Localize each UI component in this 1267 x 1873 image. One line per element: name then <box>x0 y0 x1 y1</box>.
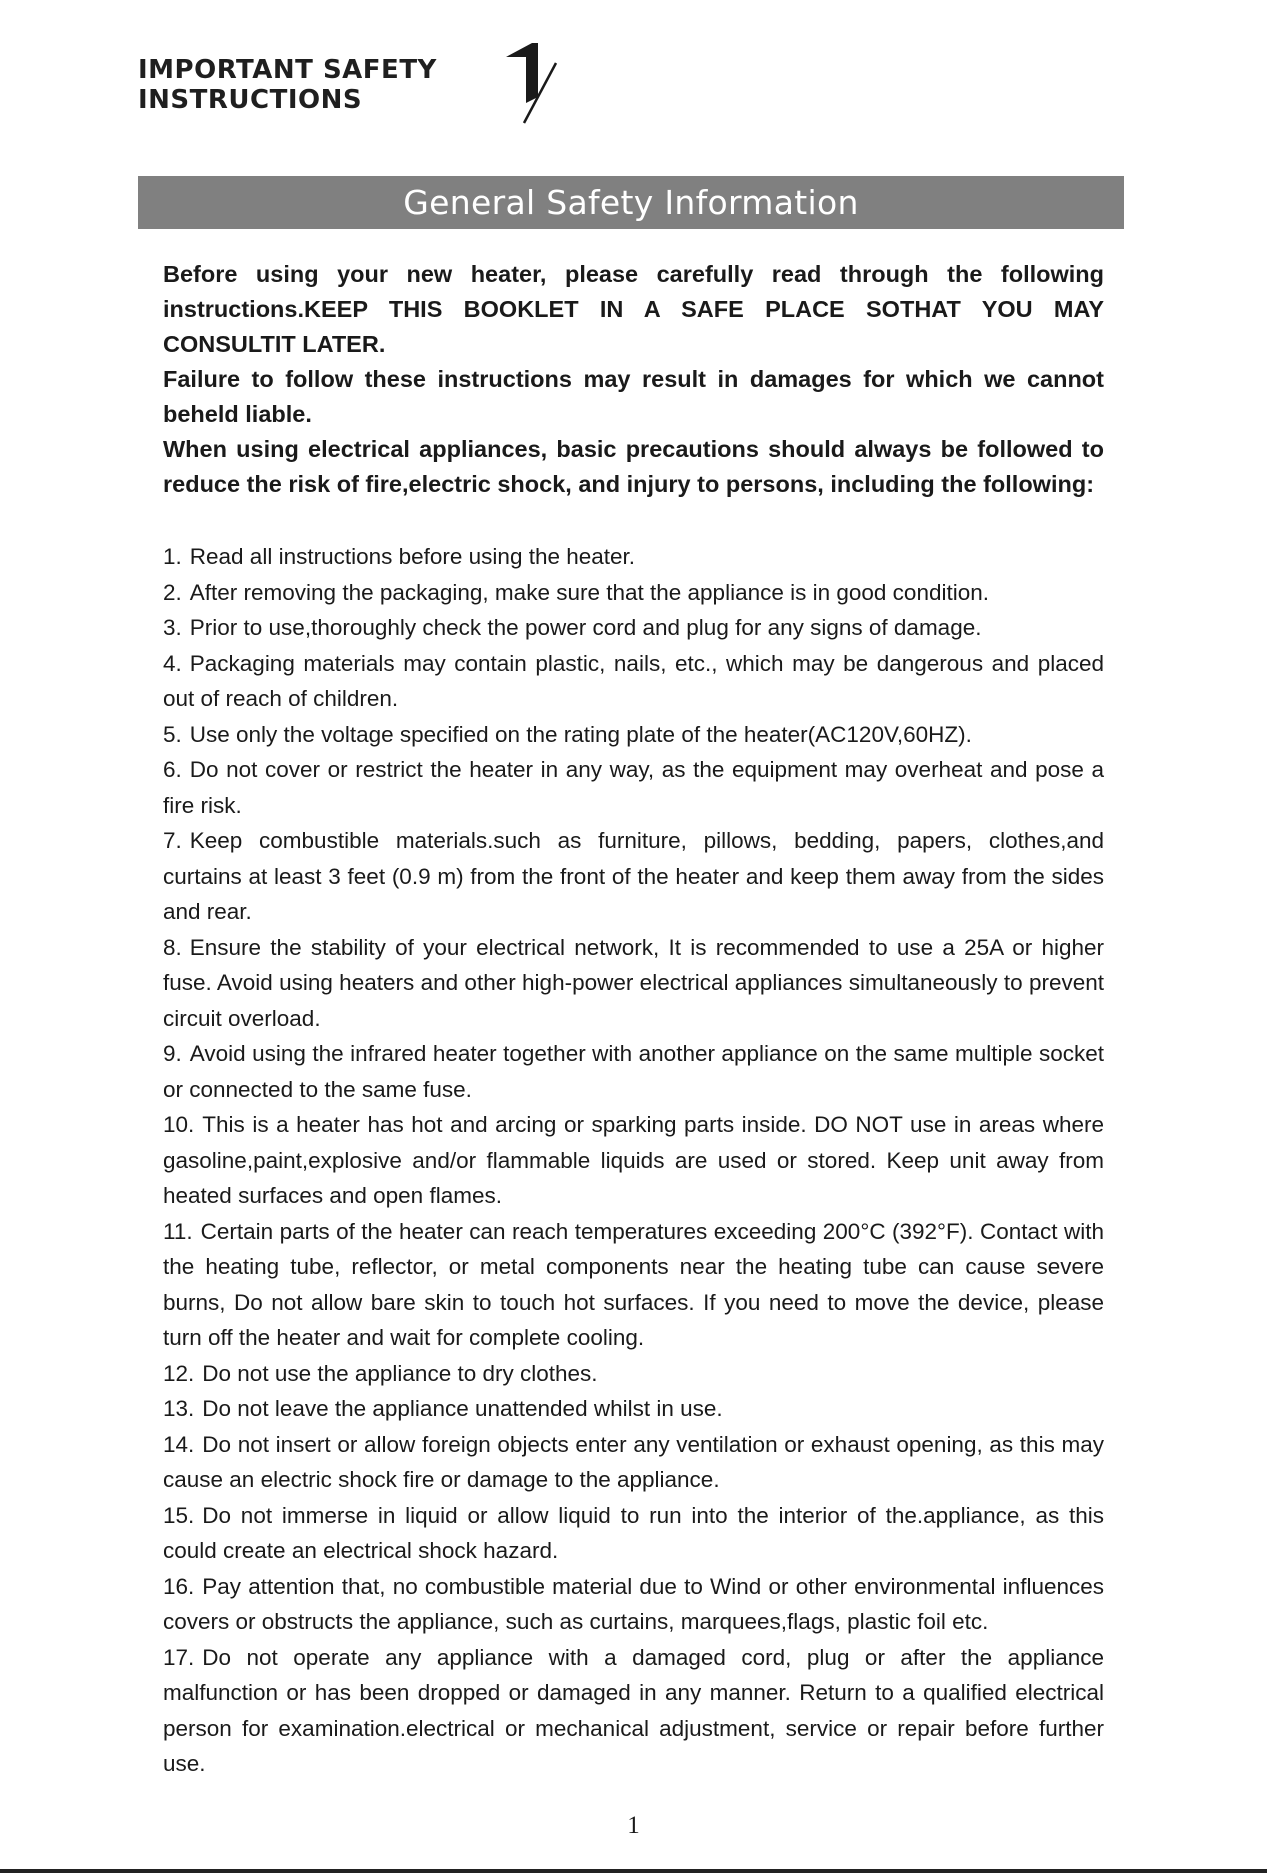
rule-text: Do not operate any appliance with a damaged cord, plug or after the appliance malfunction or has been dropped or damaged in any manner. Return to a qualified electrical person for examination.electrical or mechanical adjustment, service or repair before further use. <box>163 1644 1104 1776</box>
rule-number: 7. <box>163 828 182 853</box>
safety-rule <box>163 717 1104 753</box>
safety-rule <box>163 823 1104 930</box>
rule-number: 8. <box>163 934 182 960</box>
section-banner <box>138 176 1124 229</box>
rule-number: 16. <box>163 1573 195 1599</box>
safety-rule <box>163 1569 1104 1640</box>
rule-number: 9. <box>163 1041 182 1066</box>
chapter-number-graphic <box>502 41 560 125</box>
intro-paragraph: Before using your new heater, please carefully read through the following instructions.KEEP THIS BOOKLET IN A SAFE PLACE SOTHAT YOU MAY CONSULTIT LATER. <box>163 261 1104 357</box>
rule-text: Read all instructions before using the heater. <box>189 544 636 569</box>
rule-text: Avoid using the infrared heater together with another appliance on the same multiple socket or connected to the same fuse. <box>163 1041 1104 1102</box>
rule-number: 4. <box>163 650 182 676</box>
rule-number: 2. <box>163 579 182 605</box>
rule-number: 11. <box>163 1218 193 1244</box>
rule-number: 1. <box>163 544 182 569</box>
safety-rule <box>163 646 1104 717</box>
rule-text: Do not immerse in liquid or allow liquid to run into the interior of the.appliance, as this could create an electrical shock hazard. <box>163 1502 1104 1563</box>
rule-text: This is a heater has hot and arcing or sparking parts inside. DO NOT use in areas where gasoline,paint,explosive and/or flammable liquids are used or stored. Keep unit away from heated surfaces and open flames. <box>163 1112 1104 1208</box>
safety-rule <box>163 1498 1104 1569</box>
rule-text: Prior to use,thoroughly check the power cord and plug for any signs of damage. <box>189 615 982 640</box>
safety-rule <box>163 1356 1104 1392</box>
intro-paragraph: When using electrical appliances, basic precautions should always be followed to reduce the risk of fire,electric shock, and injury to persons, including the following: <box>163 436 1104 497</box>
header-title-line-2: INSTRUCTIONS <box>138 85 363 115</box>
page-number: 1 <box>627 1812 640 1839</box>
safety-rule <box>163 752 1104 823</box>
rule-number: 14. <box>163 1431 195 1457</box>
rule-text: Do not use the appliance to dry clothes. <box>202 1360 598 1386</box>
rule-number: 12. <box>163 1360 195 1386</box>
rule-text: Do not leave the appliance unattended whilst in use. <box>202 1396 723 1421</box>
safety-rule <box>163 1391 1104 1427</box>
rule-text: Do not insert or allow foreign objects enter any ventilation or exhaust opening, as this may cause an electric shock fire or damage to the appliance. <box>163 1431 1104 1492</box>
rule-text: Ensure the stability of your electrical network, It is recommended to use a 25A or higher fuse. Avoid using heaters and other high-power electrical appliances simultaneously to prevent circuit overload. <box>163 934 1104 1031</box>
rule-number: 17. <box>163 1644 195 1670</box>
safety-rules-list <box>163 539 1104 1782</box>
header-title <box>138 55 437 115</box>
section-title: General Safety Information <box>403 183 859 222</box>
safety-rule <box>163 930 1104 1037</box>
intro-paragraph: Failure to follow these instructions may result in damages for which we cannot beheld liable. <box>163 366 1104 427</box>
safety-rule <box>163 539 1104 575</box>
safety-rule <box>163 575 1104 611</box>
rule-number: 5. <box>163 721 182 747</box>
safety-rule <box>163 1214 1104 1356</box>
chapter-number: 1 <box>502 41 503 42</box>
rule-number: 15. <box>163 1502 195 1528</box>
rule-text: After removing the packaging, make sure that the appliance is in good condition. <box>189 579 989 605</box>
rule-number: 13. <box>163 1396 195 1421</box>
rule-number: 10. <box>163 1112 195 1137</box>
header-title-line-1: IMPORTANT SAFETY <box>138 55 437 85</box>
rule-text: Use only the voltage specified on the rating plate of the heater(AC120V,60HZ). <box>189 721 972 747</box>
safety-rule <box>163 1427 1104 1498</box>
safety-rule <box>163 1107 1104 1214</box>
intro-text <box>163 257 1104 502</box>
rule-number: 3. <box>163 615 182 640</box>
rule-number: 6. <box>163 757 182 782</box>
safety-rule <box>163 610 1104 646</box>
bottom-border <box>0 1869 1267 1873</box>
safety-rule <box>163 1036 1104 1107</box>
safety-rule <box>163 1640 1104 1782</box>
rule-text: Do not cover or restrict the heater in any way, as the equipment may overheat and pose a fire risk. <box>163 757 1104 818</box>
rule-text: Pay attention that, no combustible material due to Wind or other environmental influences covers or obstructs the appliance, such as curtains, marquees,flags, plastic foil etc. <box>163 1573 1104 1634</box>
rule-text: Packaging materials may contain plastic, nails, etc., which may be dangerous and placed out of reach of children. <box>163 650 1104 711</box>
rule-text: Certain parts of the heater can reach temperatures exceeding 200°C (392°F). Contact with the heating tube, reflector, or metal components near the heating tube can cause severe burns, Do not allow bare skin to touch hot surfaces. If you need to move the device, please turn off the heater and wait for complete cooling. <box>163 1218 1104 1350</box>
rule-text: Keep combustible materials.such as furniture, pillows, bedding, papers, clothes,and curtains at least 3 feet (0.9 m) from the front of the heater and keep them away from the sides and rear. <box>163 828 1104 924</box>
page-header <box>138 41 698 125</box>
